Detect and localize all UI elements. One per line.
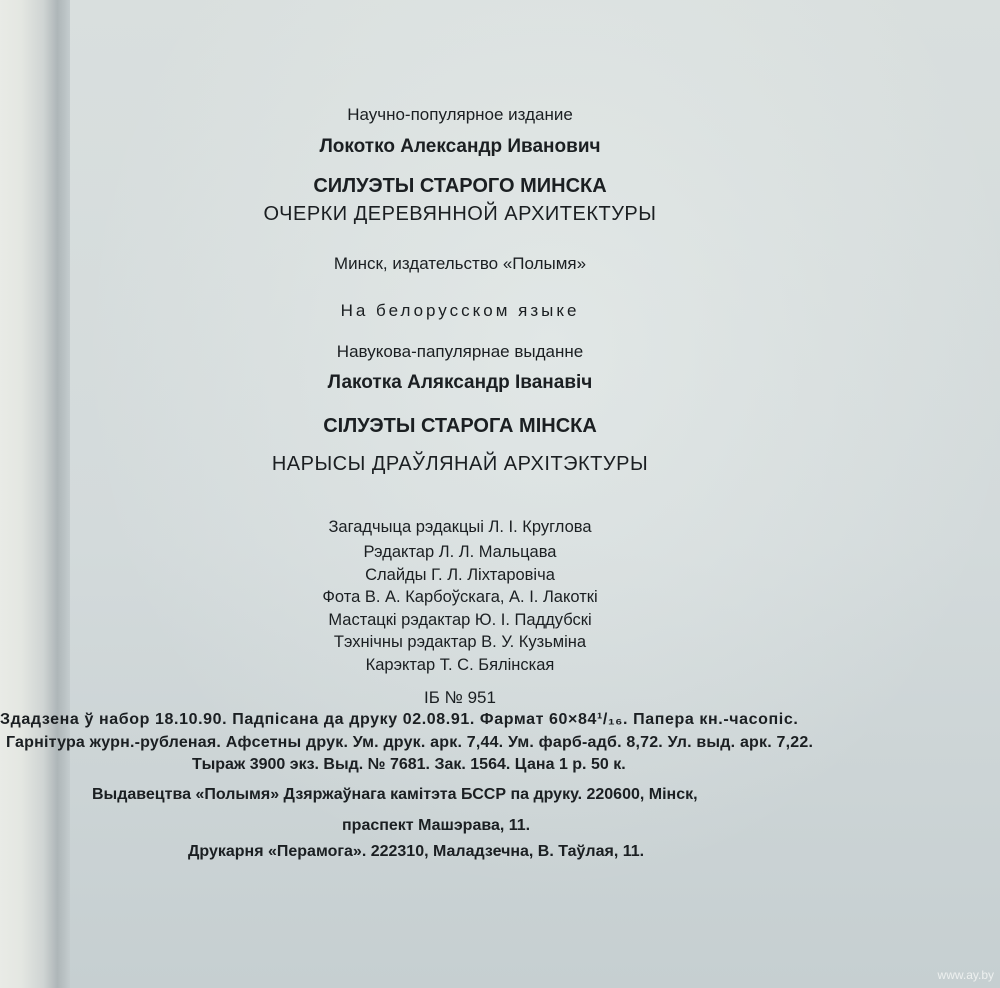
be-title: СІЛУЭТЫ СТАРОГА МІНСКА [323,415,597,437]
ru-title: СИЛУЭТЫ СТАРОГО МИНСКА [313,175,607,197]
credit-line: Карэктар Т. С. Бялінская [365,656,555,674]
credit-line: Загадчыца рэдакцыі Л. І. Круглова [328,518,592,536]
credit-line: Рэдактар Л. Л. Мальцава [363,543,557,561]
be-author: Лакотка Аляксандр Іванавіч [327,372,593,393]
imprint-line-3: Тыраж 3900 экз. Выд. № 7681. Зак. 1564. Цана 1 р. 50 к. [192,756,626,773]
ru-author: Локотко Александр Иванович [319,136,601,157]
ru-edition-type: Научно-популярное издание [347,105,573,124]
imprint-line-2: Гарнітура журн.-рубленая. Афсетны друк. Ум. друк. арк. 7,44. Ум. фарб-адб. 8,72. Ул. выд. арк. 7,22. [6,734,814,751]
imprint-line-1: Здадзена ў набор 18.10.90. Падпісана да друку 02.08.91. Фармат 60×84¹/₁₆. Папера кн.-часопіс. [0,711,799,728]
printer-line: Друкарня «Перамога». 222310, Маладзечна, В. Таўлая, 11. [188,843,645,860]
credit-line: Мастацкі рэдактар Ю. І. Паддубскі [328,611,592,629]
watermark: www.ay.by [937,968,994,982]
ru-subtitle: ОЧЕРКИ ДЕРЕВЯННОЙ АРХИТЕКТУРЫ [263,203,657,225]
be-edition-type: Навукова-папулярнае выданне [336,342,584,361]
credit-line: Тэхнічны рэдактар В. У. Кузьміна [333,633,587,651]
ru-language-note: На белорусском языке [340,301,580,320]
credit-line: Слайды Г. Л. Ліхтаровіча [365,566,555,584]
book-binding [0,0,70,988]
ib-number: ІБ № 951 [424,688,496,707]
publisher-address-line-2: праспект Машэрава, 11. [342,817,531,834]
be-subtitle: НАРЫСЫ ДРАЎЛЯНАЙ АРХІТЭКТУРЫ [271,453,649,475]
credit-line: Фота В. А. Карбоўскага, А. І. Лакоткі [322,588,598,606]
ru-publisher: Минск, издательство «Полымя» [333,254,587,273]
publisher-address-line-1: Выдавецтва «Полымя» Дзяржаўнага камітэта БССР па друку. 220600, Мінск, [92,786,698,803]
